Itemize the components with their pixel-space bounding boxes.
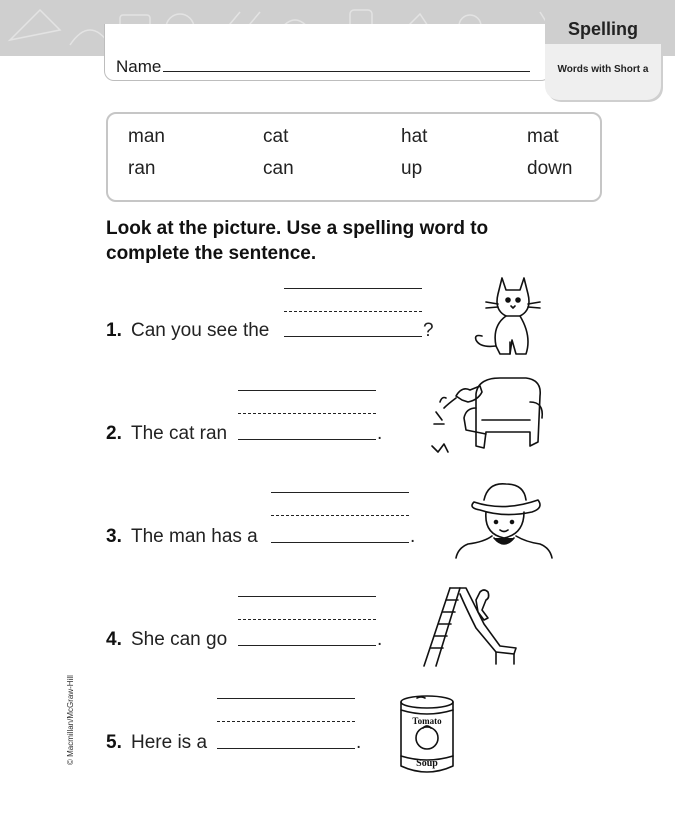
- answer-line[interactable]: [238, 645, 376, 646]
- answer-line[interactable]: [271, 542, 409, 543]
- sentence-text: The man has a: [131, 526, 258, 547]
- sentence-end: ?: [423, 320, 434, 341]
- soup-can-label-top: Tomato: [412, 716, 442, 726]
- sentence-text: She can go: [131, 629, 228, 650]
- sentence-end: .: [356, 732, 362, 753]
- answer-line[interactable]: [238, 439, 376, 440]
- sentence-text: Here is a: [131, 732, 208, 753]
- word-list-item: cat: [263, 126, 289, 147]
- name-box: [104, 24, 551, 81]
- writing-top-line: [271, 492, 409, 493]
- writing-top-line: [284, 288, 422, 289]
- name-label: Name: [116, 57, 162, 76]
- spelling-tab-title: Spelling: [567, 19, 638, 39]
- word-list-item: ran: [128, 158, 156, 179]
- word-list-item: down: [527, 158, 573, 179]
- item-number: 4.: [106, 629, 122, 650]
- spelling-tab: [545, 0, 661, 100]
- sentence-text: Can you see the: [131, 320, 270, 341]
- word-list-item: hat: [401, 126, 428, 147]
- writing-mid-line: [238, 619, 376, 620]
- item-number: 2.: [106, 423, 122, 444]
- sentence-end: .: [410, 526, 416, 547]
- name-input-line[interactable]: [163, 71, 530, 72]
- sentence-end: .: [377, 423, 383, 444]
- slide-picture: [420, 580, 520, 670]
- sentence-text: The cat ran: [131, 423, 228, 444]
- writing-mid-line: [271, 515, 409, 516]
- writing-mid-line: [284, 311, 422, 312]
- soup-can-label-bottom: Soup: [416, 758, 438, 769]
- word-list-item: mat: [527, 126, 559, 147]
- item-number: 3.: [106, 526, 122, 547]
- writing-mid-line: [238, 413, 376, 414]
- item-number: 5.: [106, 732, 122, 753]
- spelling-tab-subtitle: Words with Short a: [557, 64, 649, 75]
- answer-line[interactable]: [217, 748, 355, 749]
- man-with-hat-picture: [454, 478, 554, 560]
- cat-picture: [470, 270, 550, 360]
- writing-top-line: [238, 390, 376, 391]
- item-number: 1.: [106, 320, 122, 341]
- copyright-notice: © Macmillan/McGraw-Hill: [66, 675, 75, 765]
- writing-top-line: [217, 698, 355, 699]
- answer-line[interactable]: [284, 336, 422, 337]
- writing-top-line: [238, 596, 376, 597]
- sentence-end: .: [377, 629, 383, 650]
- writing-mid-line: [217, 721, 355, 722]
- soup-can-picture: [397, 694, 457, 776]
- word-list-item: can: [263, 158, 294, 179]
- instructions: Look at the picture. Use a spelling word to complete the sentence.: [106, 218, 489, 264]
- cat-jumping-on-chair-picture: [426, 372, 546, 460]
- word-list-item: man: [128, 126, 165, 147]
- word-list-item: up: [401, 158, 423, 179]
